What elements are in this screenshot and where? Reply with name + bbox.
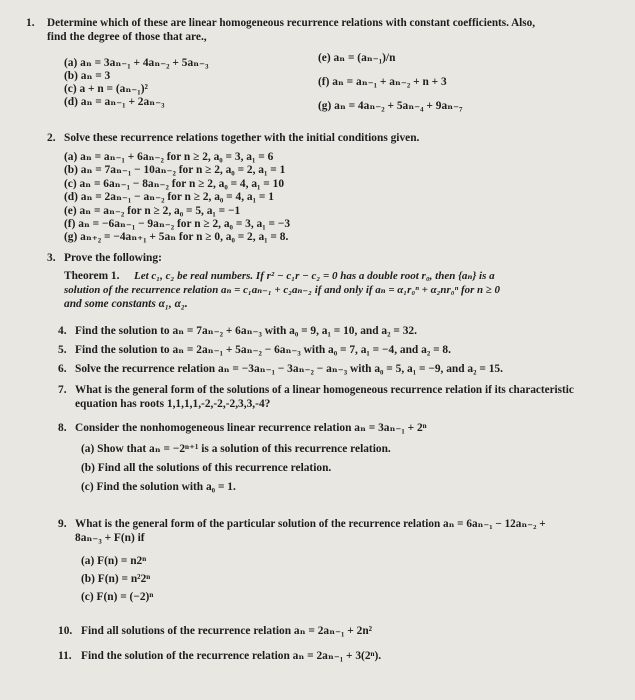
q9-line2: 8aₙ₋₃ + F(n) if: [75, 532, 145, 544]
q3-title: Prove the following:: [64, 252, 162, 264]
q2-item-g: (g) aₙ₊₂ = −4aₙ₊₁ + 5aₙ for n ≥ 0, a₀ = 2, a₁ = 8.: [64, 231, 289, 244]
q9-number: 9.: [58, 518, 67, 530]
q7-line1: What is the general form of the solutions of a linear homogeneous recurrence relation if its characteristic: [75, 384, 574, 396]
q1-left-options: [64, 57, 209, 109]
q11-number: 11.: [58, 650, 72, 662]
q1-option-c: (c) a + n = (aₙ₋₁)²: [64, 83, 148, 95]
q1-option-b: (b) aₙ = 3: [64, 70, 111, 82]
q3-theorem-line1: Let c₁, c₂ be real numbers. If r² − c₁r − c₂ = 0 has a double root r₀, then {aₙ} is a: [134, 270, 495, 282]
q9-part-a: (a) F(n) = n2ⁿ: [81, 555, 147, 567]
q4-text: Find the solution to aₙ = 7aₙ₋₂ + 6aₙ₋₃ with a₀ = 9, a₁ = 10, and a₂ = 32.: [75, 325, 417, 337]
q7-number: 7.: [58, 384, 67, 396]
q2-title: Solve these recurrence relations together with the initial conditions given.: [64, 132, 420, 144]
q9-part-b: (b) F(n) = n²2ⁿ: [81, 573, 151, 585]
q1-option-f: (f) aₙ = aₙ₋₁ + aₙ₋₂ + n + 3: [318, 76, 447, 88]
q6-text: Solve the recurrence relation aₙ = −3aₙ₋₁ − 3aₙ₋₂ − aₙ₋₃ with a₀ = 5, a₁ = −9, and a₂ = 15.: [75, 363, 503, 375]
q3-theorem-line3: and some constants α₁, α₂.: [64, 298, 188, 310]
q4-number: 4.: [58, 325, 67, 337]
q2-item-e: (e) aₙ = aₙ₋₂ for n ≥ 2, a₀ = 5, a₁ = −1: [64, 204, 241, 217]
q8-part-a: (a) Show that aₙ = −2ⁿ⁺¹ is a solution of this recurrence relation.: [81, 443, 391, 455]
q2-items: [64, 151, 290, 245]
q2-item-c: (c) aₙ = 6aₙ₋₁ − 8aₙ₋₂ for n ≥ 2, a₀ = 4, a₁ = 10: [64, 177, 285, 190]
q9-part-c: (c) F(n) = (−2)ⁿ: [81, 591, 154, 603]
q2-item-b: (b) aₙ = 7aₙ₋₁ − 10aₙ₋₂ for n ≥ 2, a₀ = 2, a₁ = 1: [64, 164, 286, 177]
q8-text: Consider the nonhomogeneous linear recurrence relation aₙ = 3aₙ₋₁ + 2ⁿ: [75, 422, 427, 434]
q1-line1: Determine which of these are linear homogeneous recurrence relations with constant coefficients. Also,: [47, 17, 536, 29]
q5-number: 5.: [58, 344, 67, 356]
q1-number: 1.: [26, 17, 35, 29]
q8-part-b: (b) Find all the solutions of this recurrence relation.: [81, 462, 332, 474]
q2-number: 2.: [47, 132, 56, 144]
q1-option-d: (d) aₙ = aₙ₋₁ + 2aₙ₋₃: [64, 96, 165, 108]
q10-text: Find all solutions of the recurrence relation aₙ = 2aₙ₋₁ + 2n²: [81, 625, 373, 637]
q9-line1: What is the general form of the particular solution of the recurrence relation aₙ = 6aₙ₋₁ − 12aₙ₋₂ +: [75, 518, 546, 530]
q2-item-a: (a) aₙ = aₙ₋₁ + 6aₙ₋₂ for n ≥ 2, a₀ = 3, a₁ = 6: [64, 151, 274, 163]
q3-theorem-label: Theorem 1.: [64, 270, 120, 282]
q11-text: Find the solution of the recurrence relation aₙ = 2aₙ₋₁ + 3(2ⁿ).: [81, 650, 382, 662]
q1-option-e: (e) aₙ = (aₙ₋₁)/n: [318, 52, 396, 64]
q1-line2: find the degree of those that are.,: [47, 31, 207, 43]
q5-text: Find the solution to aₙ = 2aₙ₋₁ + 5aₙ₋₂ − 6aₙ₋₃ with a₀ = 7, a₁ = −4, and a₂ = 8.: [75, 344, 451, 356]
q8-number: 8.: [58, 422, 67, 434]
q7-line2: equation has roots 1,1,1,1,-2,-2,-2,3,3,-4?: [75, 398, 271, 410]
q6-number: 6.: [58, 363, 67, 375]
q2-item-d: (d) aₙ = 2aₙ₋₁ − aₙ₋₂ for n ≥ 2, a₀ = 4, a₁ = 1: [64, 191, 274, 204]
q3-theorem-line2: solution of the recurrence relation aₙ = c₁aₙ₋₁ + c₂aₙ₋₂ if and only if aₙ = α₁r₀ⁿ + α₂nr₀ⁿ for n ≥ 0: [64, 284, 500, 296]
q1-option-a: (a) aₙ = 3aₙ₋₁ + 4aₙ₋₂ + 5aₙ₋₃: [64, 57, 209, 69]
q3-number: 3.: [47, 252, 56, 264]
q2-item-f: (f) aₙ = −6aₙ₋₁ − 9aₙ₋₂ for n ≥ 2, a₀ = 3, a₁ = −3: [64, 218, 291, 231]
q10-number: 10.: [58, 625, 73, 637]
q8-part-c: (c) Find the solution with a₀ = 1.: [81, 481, 236, 493]
q1-option-g: (g) aₙ = 4aₙ₋₂ + 5aₙ₋₄ + 9aₙ₋₇: [318, 100, 463, 112]
